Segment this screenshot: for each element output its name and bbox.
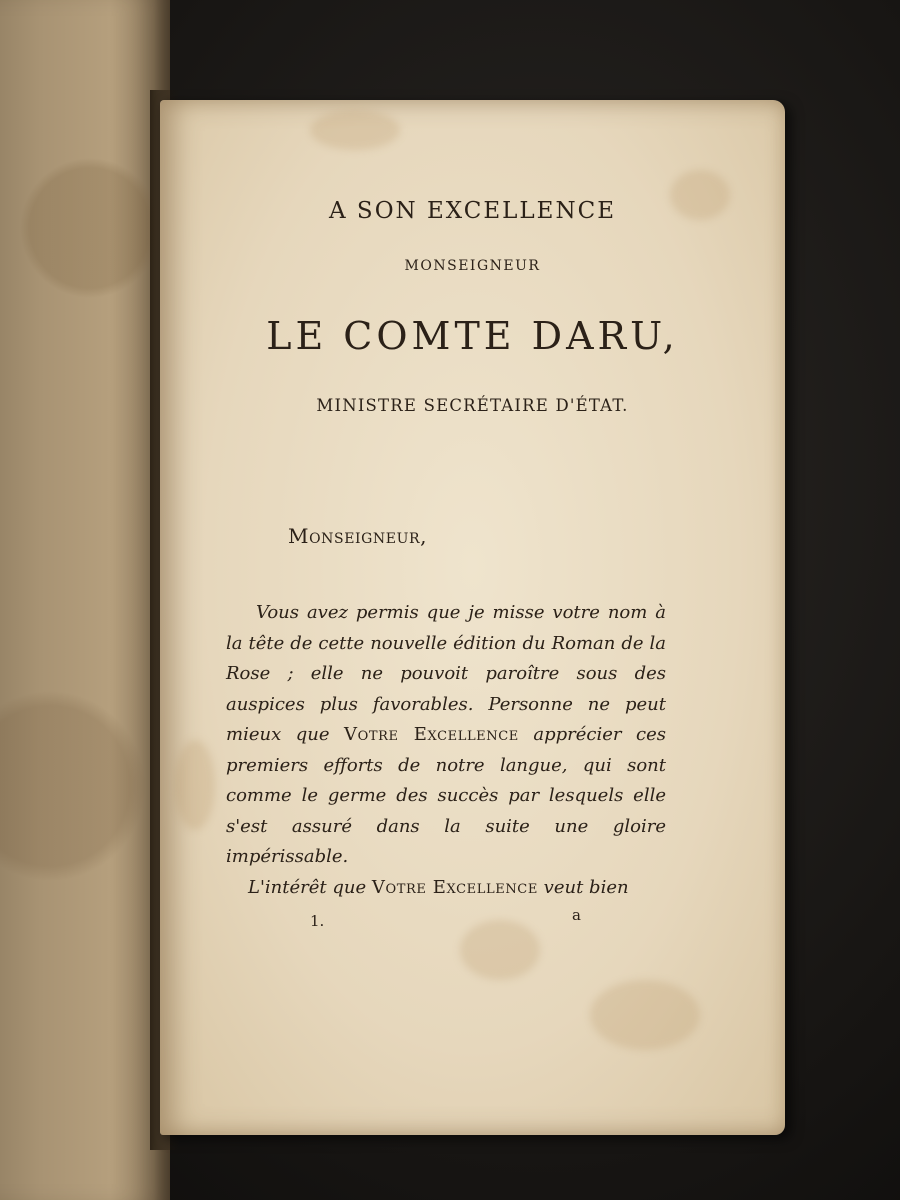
- left-page-edge: [0, 0, 170, 1200]
- paragraph-2: [226, 873, 666, 904]
- paragraph-2-part-1: L'intérêt que: [248, 876, 372, 898]
- heading-line-1: A SON EXCELLENCE: [329, 198, 616, 224]
- paragraph-1-part-2: apprécier ces premiers efforts de notre langue, qui sont comme le germe des succès par lesquels elle s'est assuré dans la suite une gloire impérissable.: [226, 724, 666, 867]
- paragraph-1: [226, 598, 666, 873]
- dedication-body: [226, 598, 666, 903]
- heading-line-3: LE COMTE DARU,: [266, 314, 679, 358]
- book-page: [160, 100, 785, 1135]
- heading-line-2: MONSEIGNEUR: [404, 258, 541, 274]
- paper-stain: [175, 740, 215, 830]
- salutation: Monseigneur,: [288, 524, 428, 548]
- paper-stain: [310, 110, 400, 150]
- paper-stain: [460, 920, 540, 980]
- signature-mark-left: 1.: [310, 912, 325, 930]
- heading-line-4: MINISTRE SECRÉTAIRE D'ÉTAT.: [316, 396, 629, 415]
- paragraph-2-part-2: veut bien: [537, 876, 629, 898]
- paragraph-1-part-1: Vous avez permis que je misse votre nom à la tête de cette nouvelle édition du Roman de la Rose ; elle ne pouvoit paroître sous des auspices plus favorables. Personne ne peut mieux que: [226, 602, 666, 745]
- paper-stain: [590, 980, 700, 1050]
- paragraph-2-small-caps: Votre Excellence: [371, 876, 538, 898]
- signature-mark-right: a: [572, 906, 581, 924]
- paragraph-1-small-caps: Votre Excellence: [344, 724, 519, 745]
